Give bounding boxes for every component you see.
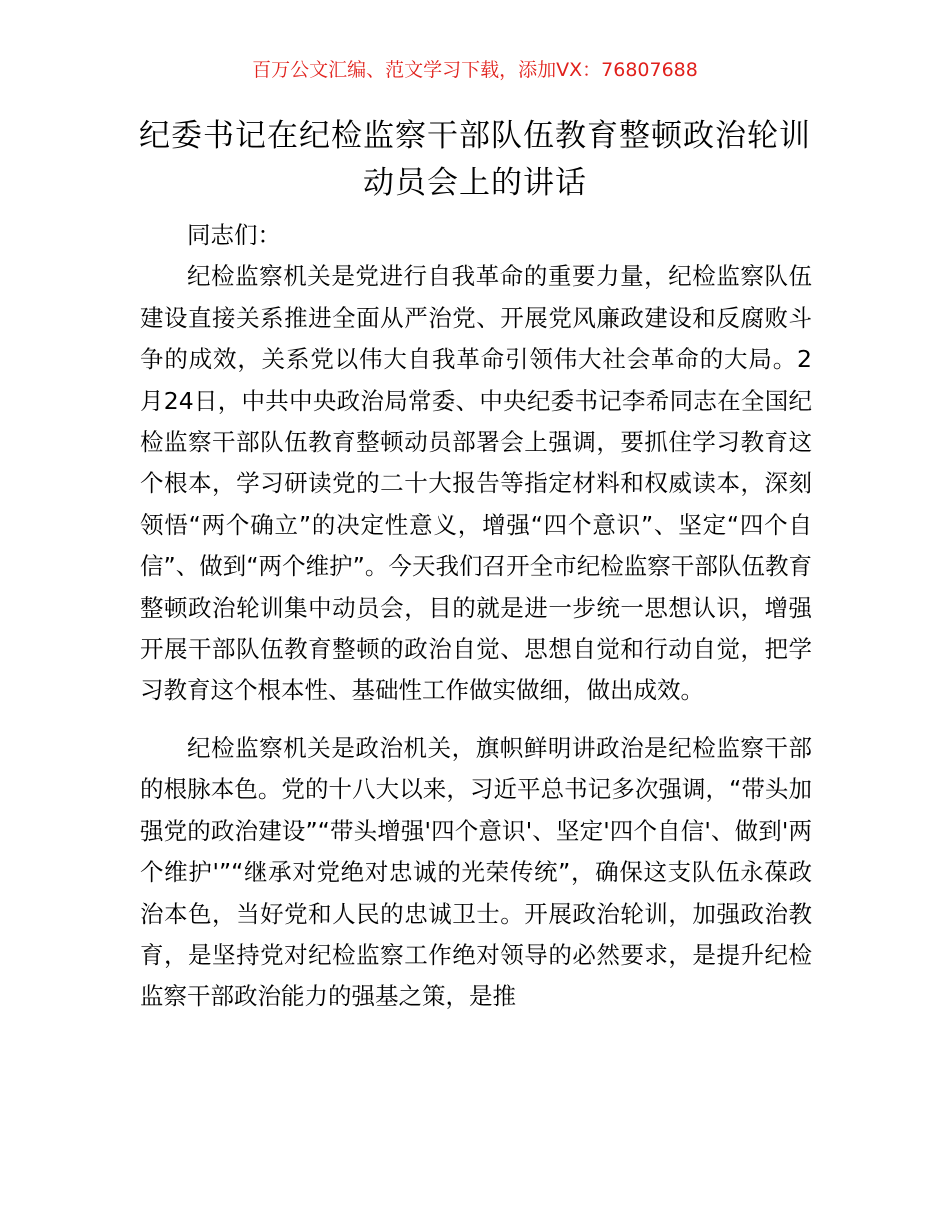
document-title: 纪委书记在纪检监察干部队伍教育整顿政治轮训动员会上的讲话 [139, 118, 811, 201]
paragraph-2: 纪检监察机关是政治机关，旗帜鲜明讲政治是纪检监察干部的根脉本色。党的十八大以来，习近平总书记多次强调，“带头加强党的政治建设”“带头增强'四个意识'、坚定'四个自信'、做到'两个维护'”“继承对党绝对忠诚的光荣传统”，确保这支队伍永葆政治本色，当好党和人民的忠诚卫士。开展政治轮训，加强政治教育，是坚持党对纪检监察工作绝对领导的必然要求，是提升纪检监察干部政治能力的强基之策，是推 [140, 733, 812, 1011]
header-watermark-note: 百万公文汇编、范文学习下载，添加VX：76807688 [252, 59, 698, 81]
salutation: 同志们： [187, 221, 281, 249]
document-body [140, 215, 812, 1018]
paragraph-1: 纪检监察机关是党进行自我革命的重要力量，纪检监察队伍建设直接关系推进全面从严治党、开展党风廉政建设和反腐败斗争的成效，关系党以伟大自我革命引领伟大社会革命的大局。2月24日，中共中央政治局常委、中央纪委书记李希同志在全国纪检监察干部队伍教育整顿动员部署会上强调，要抓住学习教育这个根本，学习研读党的二十大报告等指定材料和权威读本，深刻领悟“两个确立”的决定性意义，增强“四个意识”、坚定“四个自信”、做到“两个维护”。今天我们召开全市纪检监察干部队伍教育整顿政治轮训集中动员会，目的就是进一步统一思想认识，增强开展干部队伍教育整顿的政治自觉、思想自觉和行动自觉，把学习教育这个根本性、基础性工作做实做细，做出成效。 [140, 262, 812, 705]
